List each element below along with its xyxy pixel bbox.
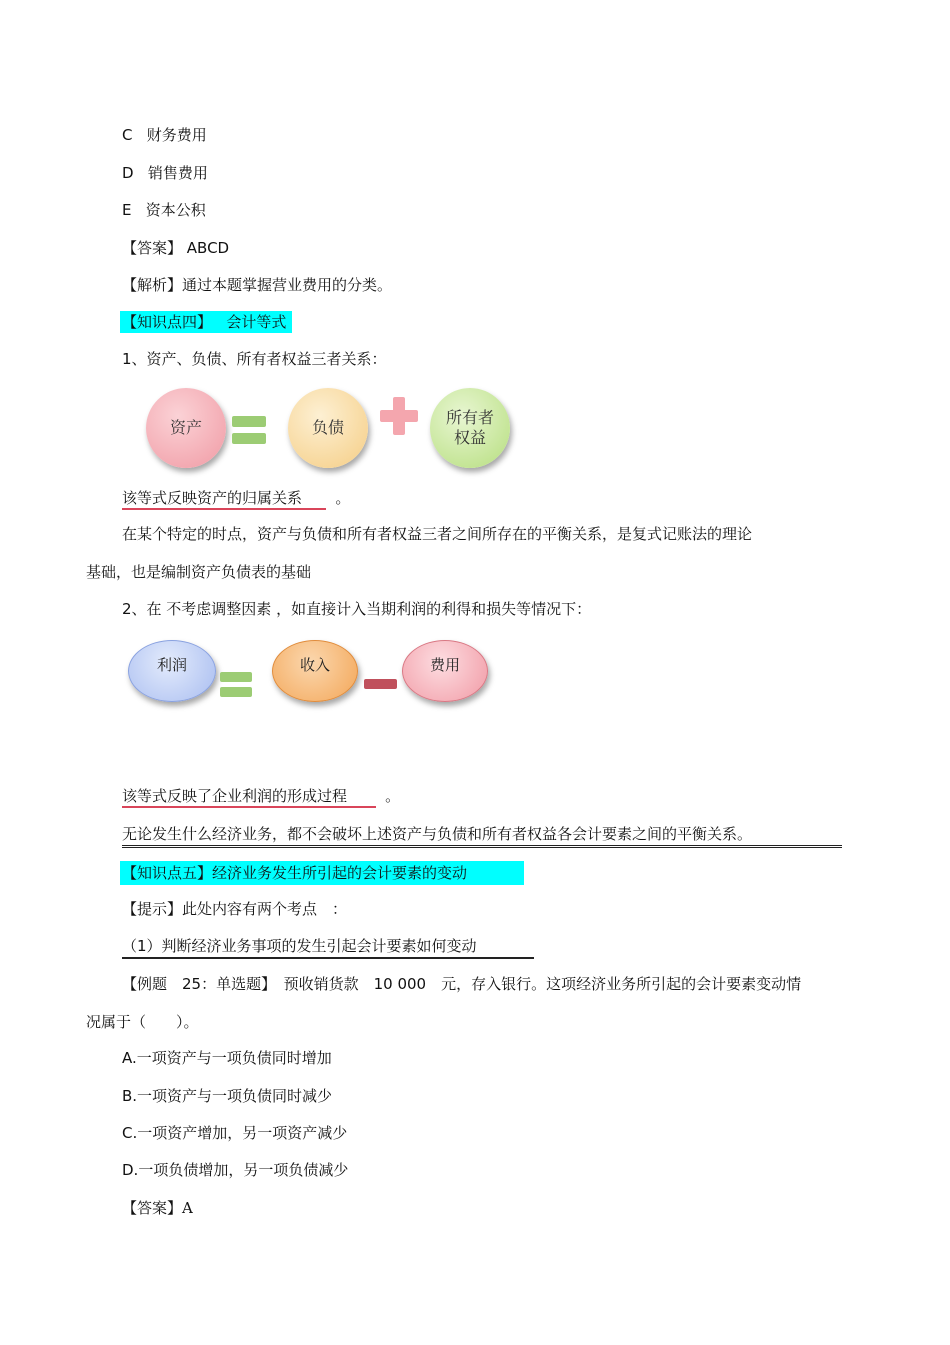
option-text: 财务费用 bbox=[146, 126, 207, 144]
choice-c: C.一项资产增加，另一项资产减少 bbox=[122, 1124, 348, 1142]
liability-label: 负债 bbox=[311, 418, 344, 437]
option-e bbox=[122, 200, 206, 220]
minus-icon bbox=[364, 679, 397, 689]
expense-label: 费用 bbox=[429, 655, 460, 674]
equals-sign-top bbox=[232, 416, 266, 427]
equals-sign-bottom bbox=[232, 433, 266, 444]
choice-a: A.一项资产与一项负债同时增加 bbox=[122, 1049, 332, 1067]
analysis-line: 【解析】通过本题掌握营业费用的分类。 bbox=[122, 276, 393, 294]
balance-note bbox=[122, 824, 842, 848]
profit-oval bbox=[128, 640, 216, 702]
asset-label: 资产 bbox=[169, 418, 202, 437]
equation-2-note bbox=[122, 786, 400, 806]
equity-circle bbox=[430, 388, 510, 468]
answer-line bbox=[122, 238, 229, 258]
knowledge-point-5-heading bbox=[120, 861, 524, 885]
paragraph-line-2: 基础，也是编制资产负债表的基础 bbox=[86, 563, 312, 581]
period: 。 bbox=[335, 489, 351, 507]
answer-label: 【答案】 bbox=[122, 239, 183, 257]
option-text: 资本公积 bbox=[145, 201, 206, 219]
income-label: 收入 bbox=[299, 655, 330, 674]
knowledge-point-4-heading bbox=[120, 312, 292, 332]
item-1: 1、资产、负债、所有者权益三者关系： bbox=[122, 350, 387, 368]
example-line-2: 况属于（ ）。 bbox=[86, 1013, 199, 1031]
choice-b: B.一项资产与一项负债同时减少 bbox=[122, 1087, 333, 1105]
answer-line-2 bbox=[122, 1198, 193, 1218]
equation-2-note-text: 该等式反映了企业利润的形成过程 bbox=[122, 787, 347, 808]
answer-label: 【答案】 bbox=[122, 1199, 183, 1217]
profit-label: 利润 bbox=[156, 655, 187, 674]
option-letter: C bbox=[122, 126, 133, 144]
hint-line: 【提示】此处内容有两个考点 ： bbox=[122, 900, 348, 918]
option-text: 销售费用 bbox=[147, 164, 208, 182]
balance-note-text: 无论发生什么经济业务，都不会破坏上述资产与负债和所有者权益各会计要素之间的平衡关系。 bbox=[122, 824, 842, 848]
choice-d: D.一项负债增加，另一项负债减少 bbox=[122, 1161, 349, 1179]
answer-value: ABCD bbox=[186, 239, 230, 257]
asset-circle bbox=[146, 388, 226, 468]
kp-title: 会计等式 bbox=[226, 313, 287, 331]
expense-oval bbox=[402, 640, 488, 702]
kp5-text: 【知识点五】经济业务发生所引起的会计要素的变动 bbox=[120, 861, 524, 885]
example-line-1: 【例题 25：单选题】 预收销货款 10 000 元，存入银行。这项经济业务所引起的会计要素变动情 bbox=[122, 975, 802, 993]
option-c bbox=[122, 125, 207, 145]
paragraph-line-1: 在某个特定的时点，资产与负债和所有者权益三者之间所存在的平衡关系，是复式记账法的理论 bbox=[122, 525, 753, 543]
equals-sign-bottom bbox=[220, 687, 252, 697]
sub-point-1 bbox=[122, 936, 534, 959]
answer-value: A bbox=[182, 1199, 193, 1217]
equals-sign-top bbox=[220, 672, 252, 682]
option-d bbox=[122, 163, 208, 183]
equity-label-line1: 所有者 bbox=[445, 408, 494, 427]
liability-circle bbox=[288, 388, 368, 468]
income-oval bbox=[272, 640, 358, 702]
period: 。 bbox=[385, 787, 401, 805]
item-2: 2、在 不考虑调整因素 ，如直接计入当期利润的利得和损失等情况下： bbox=[122, 600, 592, 618]
sub-point-1-text: （1）判断经济业务事项的发生引起会计要素如何变动 bbox=[122, 936, 534, 959]
option-letter: E bbox=[122, 201, 132, 219]
kp-label: 【知识点四】 bbox=[122, 313, 213, 331]
equity-label-line2: 权益 bbox=[453, 428, 486, 447]
option-letter: D bbox=[122, 164, 134, 182]
equation-1-note-text: 该等式反映资产的归属关系 bbox=[122, 489, 302, 510]
equation-1-note bbox=[122, 488, 350, 508]
